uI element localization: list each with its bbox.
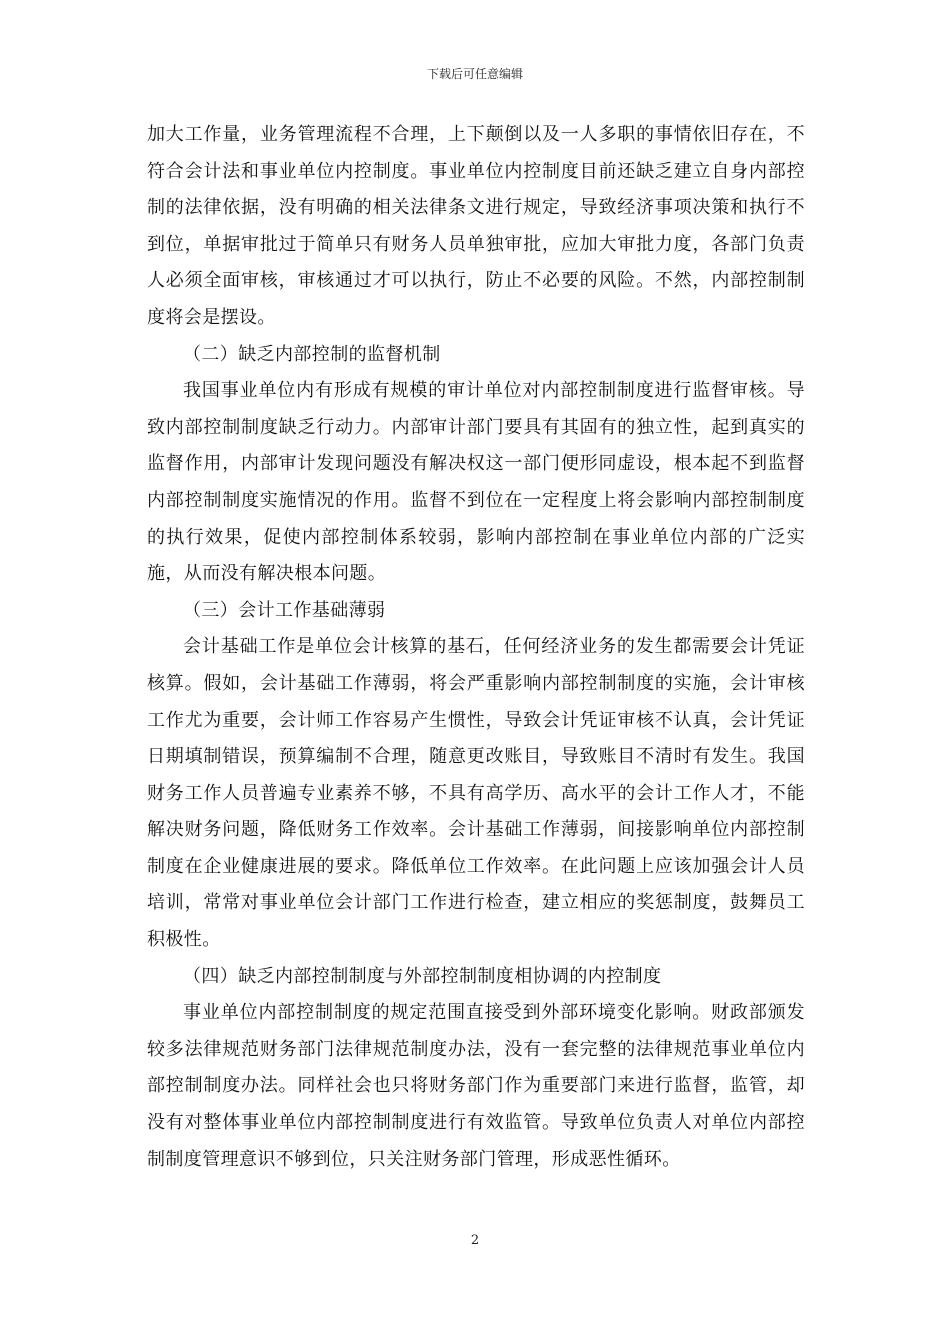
paragraph-accounting-basis: 会计基础工作是单位会计核算的基石，任何经济业务的发生都需要会计凭证核算。假如，会计基础工作薄弱，将会严重影响内部控制制度的实施，会计审核工作尤为重要，会计师工作容易产生惯性，导致会计凭证审核不认真，会计凭证日期填制错误，预算编制不合理，随意更改账目，导致账目不清时有发生。我国财务工作人员普遍专业素养不够，不具有高学历、高水平的会计工作人才，不能解决财务问题，降低财务工作效率。会计基础工作薄弱，间接影响单位内部控制制度在企业健康进展的要求。降低单位工作效率。在此问题上应该加强会计人员培训，常常对事业单位会计部门工作进行检查，建立相应的奖惩制度，鼓舞员工积极性。 bbox=[147, 636, 805, 951]
section-heading-3: （三）会计工作基础薄弱 bbox=[183, 599, 386, 621]
paragraph-supervision: 我国事业单位内有形成有规模的审计单位对内部控制制度进行监督审核。导致内部控制制度缺乏行动力。内部审计部门要具有其固有的独立性，起到真实的监督作用，内部审计发现问题没有解决权这一部门便形同虚设，根本起不到监督内部控制制度实施情况的作用。监督不到位在一定程度上将会影响内部控制制度的执行效果，促使内部控制体系较弱，影响内部控制在事业单位内部的广泛实施，从而没有解决根本问题。 bbox=[147, 380, 805, 585]
paragraph-continuation: 加大工作量，业务管理流程不合理，上下颠倒以及一人多职的事情依旧存在，不符合会计法和事业单位内控制度。事业单位内控制度目前还缺乏建立自身内部控制的法律依据，没有明确的相关法律条文进行规定，导致经济事项决策和执行不到位，单据审批过于简单只有财务人员单独审批，应加大审批力度，各部门负责人必须全面审核，审核通过才可以执行，防止不必要的风险。不然，内部控制制度将会是摆设。 bbox=[147, 124, 805, 328]
section-heading-4: （四）缺乏内部控制制度与外部控制制度相协调的内控制度 bbox=[183, 965, 662, 987]
paragraph-external-coordination: 事业单位内部控制制度的规定范围直接受到外部环境变化影响。财政部颁发较多法律规范财务部门法律规范制度办法，没有一套完整的法律规范事业单位内部控制制度办法。同样社会也只将财务部门作为重要部门来进行监督，监管，却没有对整体事业单位内部控制制度进行有效监管。导致单位负责人对单位内部控制制度管理意识不够到位，只关注财务部门管理，形成恶性循环。 bbox=[147, 1002, 805, 1170]
section-heading-2: （二）缺乏内部控制的监督机制 bbox=[183, 343, 441, 365]
document-body bbox=[147, 117, 805, 1178]
page-header: 下载后可任意编辑 bbox=[426, 67, 523, 81]
page-number: 2 bbox=[470, 1233, 480, 1248]
